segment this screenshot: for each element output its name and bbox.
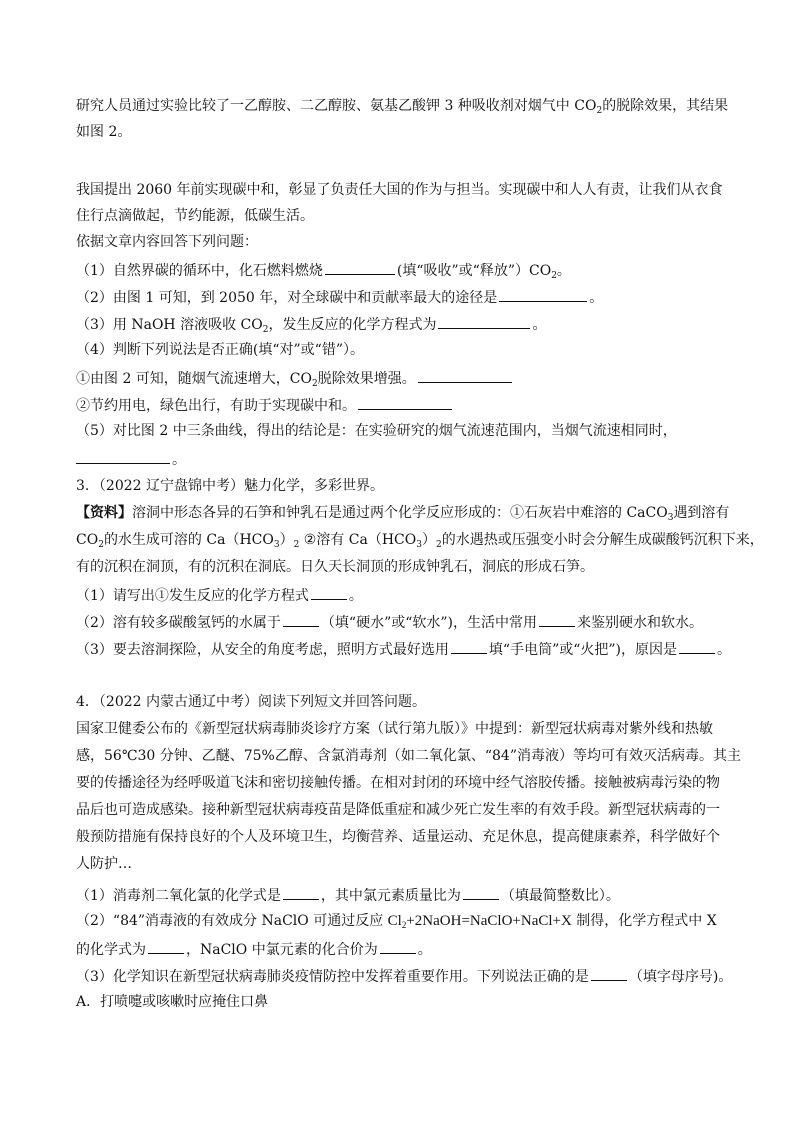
text: (填“吸收”或“释放”）CO [396,263,552,279]
text: （1）自然界碳的循环中，化石燃料燃烧 [76,263,323,279]
option-a: A．打喷嚏或咳嗽时应掩住口鼻 [76,994,269,1010]
subscript: 2 [293,540,300,550]
text: 的水遇热或压强变小时会分解生成碳酸钙沉积下来， [441,532,764,548]
text: 遇到溶有 [673,505,730,521]
paragraph-line: 如图 2。 [76,124,132,140]
question-item [76,939,744,959]
text: ，发生反应的化学方程式为 [268,317,437,333]
subscript: 2 [98,540,104,550]
question-item [76,368,744,393]
text: （填最简整数比）。 [500,888,620,904]
text: +2NaOH=NaClO+NaCl+X [406,913,572,929]
text: （3）要去溶洞探险，从安全的角度考虑，照明方式最好选用 [76,642,449,658]
text: （2）“84”消毒液的有效成分 NaClO 可通过反应 [76,913,388,929]
text: 。 [348,588,363,604]
text: Cl [387,913,402,929]
text: 的水生成可溶的 Ca（HCO [103,532,274,548]
reference-tag: 【资料】 [76,505,132,521]
paragraph-line: 国家卫健委公布的《新型冠状病毒肺炎诊疗方案（试行第九版）》中提到：新型冠状病毒对紫外线和热敏 [76,721,713,737]
text: 。 [172,452,186,468]
chemical-equation [388,913,572,929]
text: 。 [417,942,432,958]
paragraph-line [76,97,744,120]
text: （1）消毒剂二氧化氯的化学式是 [76,888,281,904]
question-item [76,449,744,469]
paragraph-line: 感，56℃30 分钟、乙醚、75%乙醇、含氯消毒剂（如二氧化氯、“84”消毒液）等均可有效灭活病毒。其主 [76,748,741,764]
text: ） [421,532,436,548]
question-item: （5）对比图 2 中三条曲线，得出的结论是：在实验研究的烟气流速范围内，当烟气流速相同时， [76,423,677,439]
subscript: 2 [401,920,407,930]
answer-blank[interactable] [325,260,395,275]
question-title: 3．（2022 辽宁盘锦中考）魅力化学，多彩世界。 [76,478,384,494]
text: ，NaClO 中氯元素的化合价为 [186,942,378,958]
question-item [76,912,744,934]
answer-blank[interactable] [283,885,319,900]
question-item [76,966,744,986]
answer-blank[interactable] [679,639,715,654]
text: ②溶有 Ca（HCO [299,532,417,548]
paragraph-line: 般预防措施有保持良好的个人及环境卫生，均衡营养、适量运动、充足休息，提高健康素养，科学做好个 [76,829,720,845]
answer-blank[interactable] [539,612,575,627]
text: （填字母序号)。 [628,969,733,985]
paragraph-line: 依据文章内容回答下列问题： [76,234,258,250]
answer-blank[interactable] [438,314,530,329]
question-title: 4．（2022 内蒙古通辽中考）阅读下列短文并回答问题。 [76,694,426,710]
text: 溶洞中形态各异的石笋和钟乳石是通过两个化学反应形成的：①石灰岩中难溶的 CaCO [132,505,668,521]
subscript: 2 [312,379,318,389]
question-item [76,585,744,605]
subscript: 2 [596,106,603,116]
paragraph-line: 住行点滴做起，节约能源，低碳生活。 [76,208,314,224]
answer-blank[interactable] [311,585,347,600]
question-item [76,287,744,307]
reference-line [76,531,764,554]
answer-blank[interactable] [591,966,627,981]
question-item [76,314,744,339]
subscript: 2 [435,540,442,550]
paragraph-line: 我国提出 2060 年前实现碳中和，彰显了负责任大国的作为与担当。实现碳中和人人有责，让我们从衣食 [76,182,723,198]
reference-line [76,504,744,527]
paragraph-line: 品后也可造成感染。接种新型冠状病毒疫苗是降低重症和减少死亡发生率的有效手段。新型冠状病毒的一 [76,802,720,818]
text: 的脱除效果，其结果 [602,98,729,114]
text: 。 [532,317,547,333]
text: （1）请写出①发生反应的化学方程式 [76,588,309,604]
subscript: 2 [262,325,269,335]
text: （3）用 NaOH 溶液吸收 CO [76,317,263,333]
subscript: 3 [273,540,280,550]
text: （3）化学知识在新型冠状病毒肺炎疫情防控中发挥着重要作用。下列说法正确的是 [76,969,589,985]
text: 来鉴别硬水和软水。 [577,615,704,631]
text: 的化学式为 [76,942,146,958]
text: ，其中氯元素质量比为 [320,888,461,904]
text: 。 [589,290,604,306]
subscript: 3 [416,540,422,550]
reference-line: 有的沉积在洞顶，有的沉积在洞底。日久天长洞顶的形成钟乳石，洞底的形成石笋。 [76,559,594,575]
question-item [76,639,744,659]
text: 脱除效果增强。 [317,371,416,387]
text: 研究人员通过实验比较了一乙醇胺、二乙醇胺、氨基乙酸钾 3 种吸收剂对烟气中 CO [76,98,597,114]
answer-blank[interactable] [418,368,512,383]
subscript: 2 [551,271,557,281]
text: CO [76,532,99,548]
answer-blank[interactable] [463,885,499,900]
text: ②节约用电，绿色出行，有助于实现碳中和。 [76,398,356,414]
answer-blank[interactable] [148,939,184,954]
question-item: （4）判断下列说法是否正确(填“对”或“错”）。 [76,342,364,358]
question-item [76,612,744,632]
text: 填“手电筒”或“火把”)，原因是 [488,642,677,658]
question-item [76,395,744,415]
answer-blank[interactable] [283,612,319,627]
text: 。 [556,263,571,279]
answer-blank[interactable] [358,395,452,410]
text: 。 [717,642,731,658]
answer-blank[interactable] [451,639,487,654]
text: （填“硬水”或“软水”)，生活中常用 [320,615,538,631]
text: （2）由图 1 可知，到 2050 年，对全球碳中和贡献率最大的途径是 [76,290,498,306]
text: ） [279,532,294,548]
answer-blank[interactable] [499,287,587,302]
answer-blank[interactable] [76,449,170,464]
text: （2）溶有较多碳酸氢钙的水属于 [76,615,281,631]
paragraph-line: 人防护… [76,856,132,872]
question-item [76,885,744,905]
text: ①由图 2 可知，随烟气流速增大，CO [76,371,312,387]
paragraph-line: 要的传播途径为经呼吸道飞沫和密切接触传播。在相对封闭的环境中经气溶胶传播。接触被病毒污染的物 [76,775,720,791]
subscript: 3 [667,513,674,523]
text: 制得，化学方程式中 X [571,913,717,929]
answer-blank[interactable] [380,939,416,954]
question-item [76,260,744,285]
